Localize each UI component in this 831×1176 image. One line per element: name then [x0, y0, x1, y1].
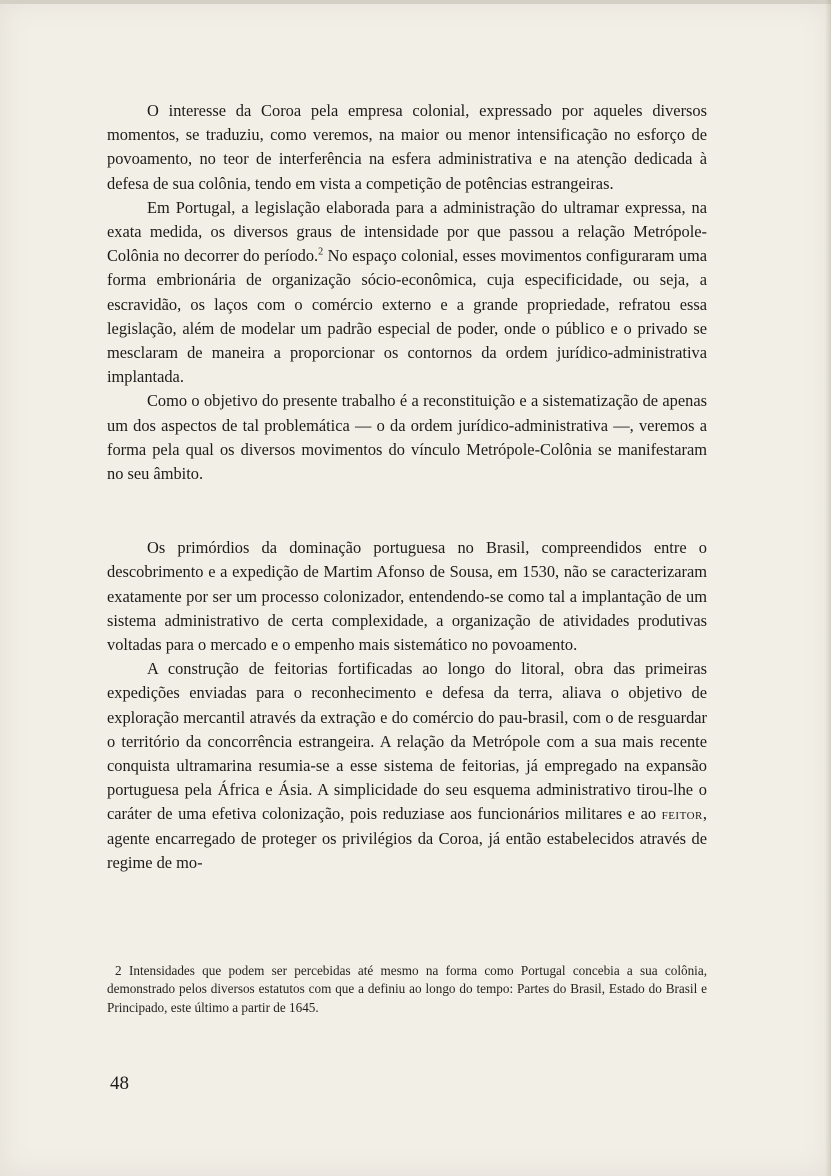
paragraph-5-text-b: , agente encarregado de proteger os privilégios da Coroa, já então estabelecidos através de regime de mo- [107, 804, 707, 872]
paragraph-5-text-a: A construção de feitorias fortificadas ao longo do litoral, obra das primeiras expedições enviadas para o reconhecimento e defesa da terra, aliava o objetivo de exploração mercantil através da extração e do comércio do pau-brasil, com o de resguardar o território da concorrência estrangeira. A relação da Metrópole com a sua mais recente conquista ultramarina resumia-se a esse sistema de feitorias, já empregado na expansão portuguesa pela África e Ásia. A simplicidade do seu esquema administrativo tirou-lhe o caráter de uma efetiva colonização, pois reduziase aos funcionários militares e ao [107, 659, 707, 824]
footnote-reference[interactable]: 2 [318, 246, 324, 258]
main-text [107, 99, 707, 875]
footnote-text: Intensidades que podem ser percebidas até mesmo na forma como Portugal concebia a sua colônia, demonstrado pelos diversos estatutos com que a definiu ao longo do tempo: Partes do Brasil, Estado do Brasil e Principado, este último a partir de 1645. [107, 963, 707, 1015]
paragraph-4: Os primórdios da dominação portuguesa no Brasil, compreendidos entre o descobrimento e a expedição de Martim Afonso de Sousa, em 1530, não se caracterizaram exatamente por ser um processo colonizador, entendendo-se como tal a implantação de um sistema administrativo de certa complexidade, a organização de atividades produtivas voltadas para o mercado e o empenho mais sistemático no povoamento. [107, 538, 707, 655]
page-number: 48 [110, 1073, 129, 1094]
feitor-term: feitor [661, 804, 703, 824]
paragraph-3: Como o objetivo do presente trabalho é a reconstituição e a sistematização de apenas um dos aspectos de tal problemática — o da ordem jurídico-administrativa —, veremos a forma pela qual os diversos movimentos do vínculo Metrópole-Colônia se manifestaram no seu âmbito. [107, 391, 707, 484]
paragraph-2 [107, 196, 707, 390]
footnote [107, 962, 707, 1017]
section-break [107, 486, 707, 536]
paragraph-1: O interesse da Coroa pela empresa colonial, expressado por aqueles diversos momentos, se traduziu, como veremos, na maior ou menor intensificação no esforço de povoamento, no teor de interferência na esfera administrativa e na atenção dedicada à defesa de sua colônia, tendo em vista a competição de potências estrangeiras. [107, 101, 707, 193]
footnote-marker: 2 [115, 963, 122, 978]
paragraph-2-text-b: No espaço colonial, esses movimentos configuraram uma forma embrionária de organização sócio-econômica, cuja especificidade, ou seja, a escravidão, os laços com o comércio externo e a grande propriedade, refratou essa legislação, além de modelar um padrão especial de poder, onde o público e o privado se mesclaram de maneira a proporcionar os contornos da ordem jurídico-administrativa implantada. [107, 246, 707, 387]
paragraph-5 [107, 657, 707, 875]
paragraph-2-text-a: Em Portugal, a legislação elaborada para a administração do ultramar expressa, na exata medida, os diversos graus de intensidade por que passou a relação Metrópole-Colônia no decorrer do período. [107, 197, 707, 266]
